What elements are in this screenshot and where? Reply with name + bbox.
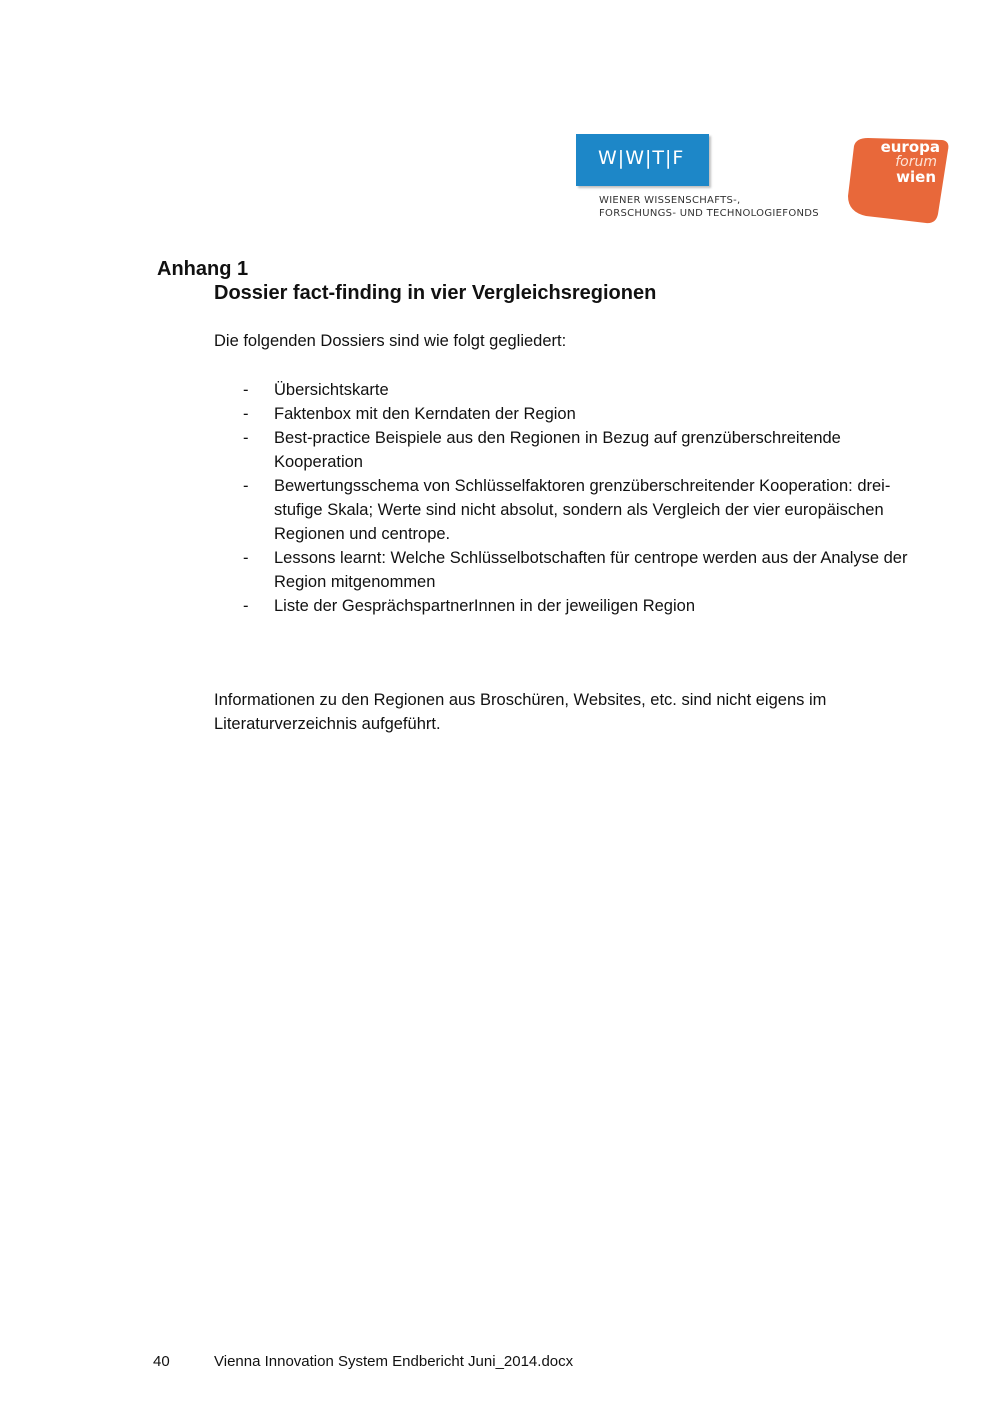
list-item-text: Bewertungsschema von Schlüsselfaktoren grenzüberschreitender Kooperation: drei-stufige Skala; Werte sind nicht absolut, sondern als Vergleich der vier europäischen Regionen und centrope. — [274, 477, 891, 543]
list-item — [214, 402, 934, 426]
efw-line1: europa — [880, 138, 940, 156]
list-item-text: Liste der GesprächspartnerInnen in der jeweiligen Region — [274, 597, 695, 615]
wwtf-logo-subtitle — [599, 194, 839, 220]
bullet-dash: - — [243, 597, 249, 615]
europa-forum-wien-text — [846, 140, 946, 185]
dossier-structure-list — [214, 378, 934, 618]
appendix-number: Anhang 1 — [157, 258, 249, 280]
list-item-text: Lessons learnt: Welche Schlüsselbotschaften für centrope werden aus der Analyse der Region mitgenommen — [274, 549, 908, 591]
list-item — [214, 426, 934, 474]
closing-paragraph: Informationen zu den Regionen aus Broschüren, Websites, etc. sind nicht eigens im Literaturverzeichnis aufgeführt. — [214, 691, 827, 733]
bullet-dash: - — [243, 477, 249, 495]
bullet-dash: - — [243, 381, 249, 399]
list-item-text: Best-practice Beispiele aus den Regionen in Bezug auf grenzüberschreitende Kooperation — [274, 429, 841, 471]
wwtf-logo — [576, 134, 709, 186]
efw-line2: forum — [895, 154, 937, 170]
wwtf-logo-mark: W|W|T|F — [598, 147, 685, 169]
list-item-text: Faktenbox mit den Kerndaten der Region — [274, 405, 576, 423]
page-number: 40 — [153, 1353, 170, 1370]
wwtf-subtitle-line1: WIENER WISSENSCHAFTS-, — [599, 195, 741, 206]
wwtf-subtitle-line2: FORSCHUNGS- UND TECHNOLOGIEFONDS — [599, 208, 819, 219]
list-item — [214, 378, 934, 402]
efw-line3: wien — [896, 168, 936, 186]
bullet-dash: - — [243, 429, 249, 447]
list-item — [214, 546, 934, 594]
appendix-title: Dossier fact-finding in vier Vergleichsregionen — [214, 282, 657, 304]
bullet-dash: - — [243, 405, 249, 423]
bullet-dash: - — [243, 549, 249, 567]
intro-paragraph: Die folgenden Dossiers sind wie folgt gegliedert: — [214, 332, 567, 350]
list-item — [214, 474, 934, 546]
list-item-text: Übersichtskarte — [274, 381, 389, 399]
list-item — [214, 594, 934, 618]
footer-file-name: Vienna Innovation System Endbericht Juni_2014.docx — [214, 1353, 574, 1370]
